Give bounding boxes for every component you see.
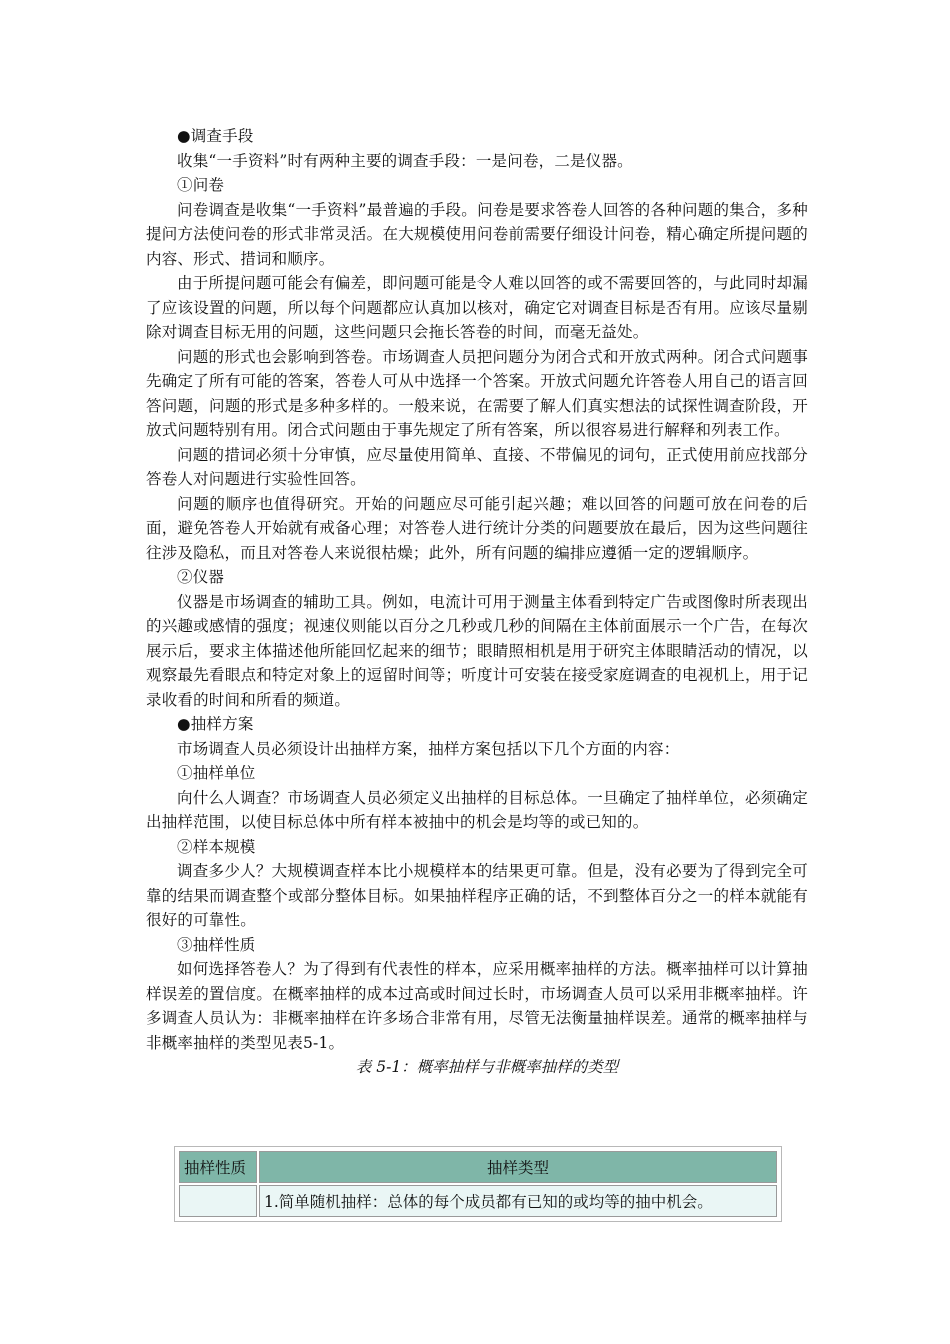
section-heading-survey-methods: ●调查手段 bbox=[177, 127, 254, 145]
table-caption: 表 5-1：概率抽样与非概率抽样的类型 bbox=[355, 1058, 619, 1076]
subheading-instruments: ②仪器 bbox=[177, 568, 225, 586]
paragraph: 问题的措词必须十分审慎，应尽量使用简单、直接、不带偏见的词句，正式使用前应找部分答卷人对问题进行实验性回答。 bbox=[146, 445, 808, 488]
table-cell: 1.简单随机抽样：总体的每个成员都有已知的或均等的抽中机会。 bbox=[259, 1185, 777, 1217]
paragraph: 调查多少人？大规模调查样本比小规模样本的结果更可靠。但是，没有必要为了得到完全可靠的结果而调查整个或部分整体目标。如果抽样程序正确的话，不到整体百分之一的样本就能有很好的可靠性。 bbox=[146, 862, 808, 929]
table-cell bbox=[179, 1185, 257, 1217]
paragraph: 仪器是市场调查的辅助工具。例如，电流计可用于测量主体看到特定广告或图像时所表现出的兴趣或感情的强度；视速仪则能以百分之几秒或几秒的间隔在主体前面展示一个广告，在每次展示后，要求主体描述他所能回忆起来的细节；眼睛照相机是用于研究主体眼睛活动的情况，以观察最先看眼点和特定对象上的逗留时间等；听度计可安装在接受家庭调查的电视机上，用于记录收看的时间和所看的频道。 bbox=[146, 592, 808, 709]
paragraph: 向什么人调查？市场调查人员必须定义出抽样的目标总体。一旦确定了抽样单位，必须确定出抽样范围，以使目标总体中所有样本被抽中的机会是均等的或已知的。 bbox=[146, 788, 808, 831]
table-header-row bbox=[179, 1151, 777, 1183]
document-body bbox=[146, 124, 808, 1079]
paragraph: 问题的形式也会影响到答卷。市场调查人员把问题分为闭合式和开放式两种。闭合式问题事先确定了所有可能的答案，答卷人可从中选择一个答案。开放式问题允许答卷人用自己的语言回答问题，问题的形式是多种多样的。一般来说，在需要了解人们真实想法的试探性调查阶段，开放式问题特别有用。闭合式问题由于事先规定了所有答案，所以很容易进行解释和列表工作。 bbox=[146, 347, 808, 439]
sampling-types-table bbox=[174, 1146, 782, 1222]
table-row bbox=[179, 1185, 777, 1217]
paragraph: 如何选择答卷人？为了得到有代表性的样本，应采用概率抽样的方法。概率抽样可以计算抽样误差的置信度。在概率抽样的成本过高或时间过长时，市场调查人员可以采用非概率抽样。许多调查人员认为：非概率抽样在许多场合非常有用，尽管无法衡量抽样误差。通常的概率抽样与非概率抽样的类型见表5-1。 bbox=[146, 960, 808, 1052]
paragraph: 问卷调查是收集“一手资料”最普遍的手段。问卷是要求答卷人回答的各种问题的集合，多种提问方法使问卷的形式非常灵活。在大规模使用问卷前需要仔细设计问卷，精心确定所提问题的内容、形式、措词和顺序。 bbox=[146, 200, 808, 268]
header-sampling-type: 抽样类型 bbox=[259, 1151, 777, 1183]
subheading-sampling-unit: ①抽样单位 bbox=[177, 764, 256, 782]
subheading-questionnaire: ①问卷 bbox=[177, 176, 225, 194]
subheading-sampling-nature: ③抽样性质 bbox=[177, 935, 256, 954]
paragraph: 问题的顺序也值得研究。开始的问题应尽可能引起兴趣；难以回答的问题可放在问卷的后面，避免答卷人开始就有戒备心理；对答卷人进行统计分类的问题要放在最后，因为这些问题往往涉及隐私，而且对答卷人来说很枯燥；此外，所有问题的编排应遵循一定的逻辑顺序。 bbox=[146, 494, 808, 562]
header-sampling-nature: 抽样性质 bbox=[179, 1151, 257, 1183]
paragraph: 由于所提问题可能会有偏差，即问题可能是令人难以回答的或不需要回答的，与此同时却漏了应该设置的问题，所以每个问题都应认真加以核对，确定它对调查目标是否有用。应该尽量剔除对调查目标无用的问题，这些问题只会拖长答卷的时间，而毫无益处。 bbox=[146, 274, 808, 341]
paragraph: 收集“一手资料”时有两种主要的调查手段：一是问卷，二是仪器。 bbox=[177, 151, 633, 170]
section-heading-sampling-plan: ●抽样方案 bbox=[177, 715, 254, 733]
paragraph: 市场调查人员必须设计出抽样方案，抽样方案包括以下几个方面的内容： bbox=[177, 739, 680, 758]
subheading-sample-size: ②样本规模 bbox=[177, 837, 256, 856]
